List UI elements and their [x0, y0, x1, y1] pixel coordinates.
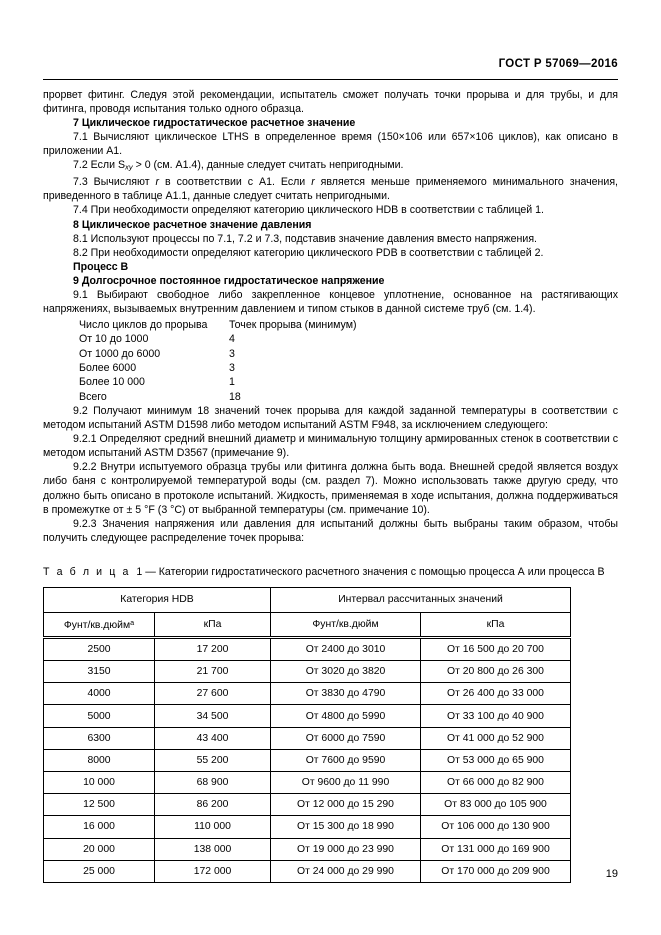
- table-caption: [43, 565, 618, 579]
- list-item-value: 4: [229, 333, 235, 346]
- hdb-categories-table: [43, 587, 571, 883]
- clause-7-2-subscript: xy: [125, 163, 133, 173]
- cell-psi-category: 4000: [44, 683, 155, 705]
- list-item-label: Более 6000: [79, 362, 137, 375]
- cell-kpa-category: 86 200: [155, 794, 271, 816]
- cell-kpa-category: 21 700: [155, 661, 271, 683]
- cell-psi-category: 6300: [44, 727, 155, 749]
- table-row: [44, 794, 571, 816]
- cell-kpa-range: От 20 800 до 26 300: [421, 661, 571, 683]
- heading-section-9: 9 Долгосрочное постоянное гидростатическое напряжение: [73, 274, 385, 287]
- clause-9-2-3: 9.2.3 Значения напряжения или давления для испытаний должны быть выбраны таким образом, чтобы получить следующее распределение точек прорыва:: [43, 517, 618, 544]
- list-item: [43, 390, 618, 404]
- cell-psi-category: 2500: [44, 637, 155, 660]
- table-row: [44, 683, 571, 705]
- table-row: [44, 749, 571, 771]
- footnote-marker-a: a: [130, 618, 135, 628]
- cell-kpa-category: 43 400: [155, 727, 271, 749]
- cell-psi-category: 12 500: [44, 794, 155, 816]
- list-item-label: Всего: [79, 390, 107, 403]
- cell-kpa-category: 34 500: [155, 705, 271, 727]
- variable-r-2: r: [311, 176, 315, 189]
- clause-9-2-1: 9.2.1 Определяют средний внешний диаметр и минимальную толщину армированных стенок в соответствии с методом испытаний ASTM D3567 (примечание 9).: [43, 433, 618, 460]
- cell-kpa-category: 68 900: [155, 772, 271, 794]
- clause-7-2-prefix: 7.2 Если S: [73, 159, 126, 172]
- clause-7-4: 7.4 При необходимости определяют категорию циклического HDB в соответствии с таблицей 1.: [73, 204, 544, 217]
- cell-psi-range: От 15 300 до 18 990: [271, 816, 421, 838]
- cell-psi-category: 10 000: [44, 772, 155, 794]
- cell-kpa-range: От 26 400 до 33 000: [421, 683, 571, 705]
- clause-8-1: 8.1 Используют процессы по 7.1, 7.2 и 7.3, подставив значение давления вместо напряжения.: [73, 232, 537, 245]
- page-content: [43, 88, 618, 883]
- list-item-value: 18: [229, 390, 241, 403]
- heading-section-8: 8 Циклическое расчетное значение давления: [73, 218, 312, 231]
- table-caption-word: Т а б л и ц а: [43, 565, 131, 578]
- list-header-label: Число циклов до прорыва: [79, 319, 208, 332]
- cell-psi-range: От 12 000 до 15 290: [271, 794, 421, 816]
- cell-kpa-category: 55 200: [155, 749, 271, 771]
- list-item-value: 1: [229, 376, 235, 389]
- cell-kpa-category: 172 000: [155, 860, 271, 882]
- cell-psi-range: От 9600 до 11 990: [271, 772, 421, 794]
- list-item-label: От 1000 до 6000: [79, 347, 161, 360]
- column-header-kpa-range: кПа: [421, 612, 571, 637]
- clause-7-3-part-a: 7.3 Вычисляют: [73, 176, 156, 189]
- list-item: [43, 332, 618, 346]
- cell-kpa-range: От 106 000 до 130 900: [421, 816, 571, 838]
- table-row: [44, 705, 571, 727]
- table-row: [44, 860, 571, 882]
- running-head: [43, 58, 618, 80]
- cell-psi-range: От 24 000 до 29 990: [271, 860, 421, 882]
- table-caption-text: Категории гидростатического расчетного значения с помощью процесса А или процесса В: [158, 565, 605, 578]
- cell-kpa-range: От 170 000 до 209 900: [421, 860, 571, 882]
- table-group-header-row: [44, 587, 571, 612]
- clause-7-3-part-c: является меньше применяемого минимального значения, приведенного в таблице А1.1, данные следует считать непригодными.: [43, 176, 619, 203]
- paragraph-continued: прорвет фитинг. Следуя этой рекомендации, испытатель сможет получать точки прорыва и для трубы, и для фитинга, проводя испытания только одного образца.: [43, 89, 618, 116]
- cell-kpa-range: От 53 000 до 65 900: [421, 749, 571, 771]
- cell-psi-range: От 4800 до 5990: [271, 705, 421, 727]
- heading-process-b: Процесс В: [73, 260, 129, 273]
- table-caption-dash: —: [145, 565, 156, 578]
- table-row: [44, 838, 571, 860]
- table-row: [44, 637, 571, 660]
- cell-kpa-range: От 83 000 до 105 900: [421, 794, 571, 816]
- clause-7-2: [43, 158, 618, 175]
- clause-8-2: 8.2 При необходимости определяют категорию циклического PDB в соответствии с таблицей 2.: [73, 246, 544, 259]
- cell-psi-range: От 3830 до 4790: [271, 683, 421, 705]
- table-row: [44, 661, 571, 683]
- clause-7-1: 7.1 Вычисляют циклическое LTHS в определенное время (150×106 или 657×106 циклов), как описано в приложении А1.: [43, 131, 618, 158]
- cell-kpa-category: 27 600: [155, 683, 271, 705]
- standard-number: ГОСТ Р 57069—2016: [498, 58, 618, 70]
- clause-7-2-suffix: > 0 (см. А1.4), данные следует считать непригодными.: [132, 159, 404, 172]
- clause-9-2-2: 9.2.2 Внутри испытуемого образца трубы или фитинга должна быть вода. Внешней средой является воздух либо баня с контролируемой температурой воды (см. раздел 7). Можно использовать также другую среду, что должно быть описано в протоколе испытаний. Жидкость, применяемая в ходе испытания, должна поддерживаться в промежутке от ± 5 °F (3 °С) от выбранной температуры (см. примечание 10).: [43, 461, 618, 516]
- column-header-psi-range: Фунт/кв.дюйм: [271, 612, 421, 637]
- cycles-breakpoints-list: [43, 318, 618, 404]
- cell-psi-range: От 6000 до 7590: [271, 727, 421, 749]
- list-item-label: От 10 до 1000: [79, 333, 149, 346]
- cell-psi-range: От 7600 до 9590: [271, 749, 421, 771]
- cell-psi-category: 5000: [44, 705, 155, 727]
- cell-psi-category: 20 000: [44, 838, 155, 860]
- list-item-label: Более 10 000: [79, 376, 145, 389]
- list-header-value: Точек прорыва (минимум): [229, 319, 357, 332]
- cell-kpa-category: 138 000: [155, 838, 271, 860]
- table-caption-number: 1: [136, 565, 143, 578]
- clause-9-2: 9.2 Получают минимум 18 значений точек прорыва для каждой заданной температуры в соответствии с методом испытаний ASTM D1598 либо методом испытаний ASTM F948, за исключением следующего:: [43, 404, 618, 432]
- cell-kpa-range: От 131 000 до 169 900: [421, 838, 571, 860]
- cell-kpa-range: От 16 500 до 20 700: [421, 637, 571, 660]
- clause-7-3: [43, 175, 618, 203]
- table-row: [44, 727, 571, 749]
- cell-kpa-category: 110 000: [155, 816, 271, 838]
- list-item: [43, 361, 618, 375]
- column-header-psi-category: [44, 612, 155, 637]
- cell-psi-range: От 19 000 до 23 990: [271, 838, 421, 860]
- table-head: [44, 587, 571, 637]
- clause-9-1: 9.1 Выбирают свободное либо закрепленное концевое уплотнение, основанное на растягивающих напряжениях, вызываемых внутренним давлением и типом стыков в данной системе труб (см. 1.4).: [43, 288, 618, 316]
- cell-psi-category: 3150: [44, 661, 155, 683]
- list-item: [43, 375, 618, 389]
- table-body: [44, 637, 571, 882]
- variable-r-1: r: [155, 176, 160, 189]
- cell-psi-range: От 2400 до 3010: [271, 637, 421, 660]
- table-row: [44, 772, 571, 794]
- cell-kpa-range: От 41 000 до 52 900: [421, 727, 571, 749]
- heading-section-7: 7 Циклическое гидростатическое расчетное значение: [73, 117, 356, 130]
- table-row: [44, 816, 571, 838]
- clause-7-3-part-b: в соответствии с А1. Если: [159, 176, 312, 189]
- cell-psi-range: От 3020 до 3820: [271, 661, 421, 683]
- cell-psi-category: 25 000: [44, 860, 155, 882]
- list-item-value: 3: [229, 362, 235, 375]
- group-header-calculated-range: Интервал рассчитанных значений: [271, 587, 571, 612]
- header-rule: [43, 79, 618, 80]
- page-number: 19: [605, 868, 618, 880]
- list-item: [43, 347, 618, 361]
- cell-kpa-category: 17 200: [155, 637, 271, 660]
- cell-psi-category: 16 000: [44, 816, 155, 838]
- column-header-text: Фунт/кв.дюйм: [63, 620, 131, 632]
- group-header-hdb-category: Категория HDB: [44, 587, 271, 612]
- list-header-row: [43, 318, 618, 332]
- list-item-value: 3: [229, 347, 235, 360]
- cell-kpa-range: От 33 100 до 40 900: [421, 705, 571, 727]
- table-column-header-row: [44, 612, 571, 637]
- cell-psi-category: 8000: [44, 749, 155, 771]
- cell-kpa-range: От 66 000 до 82 900: [421, 772, 571, 794]
- column-header-kpa-category: кПа: [155, 612, 271, 637]
